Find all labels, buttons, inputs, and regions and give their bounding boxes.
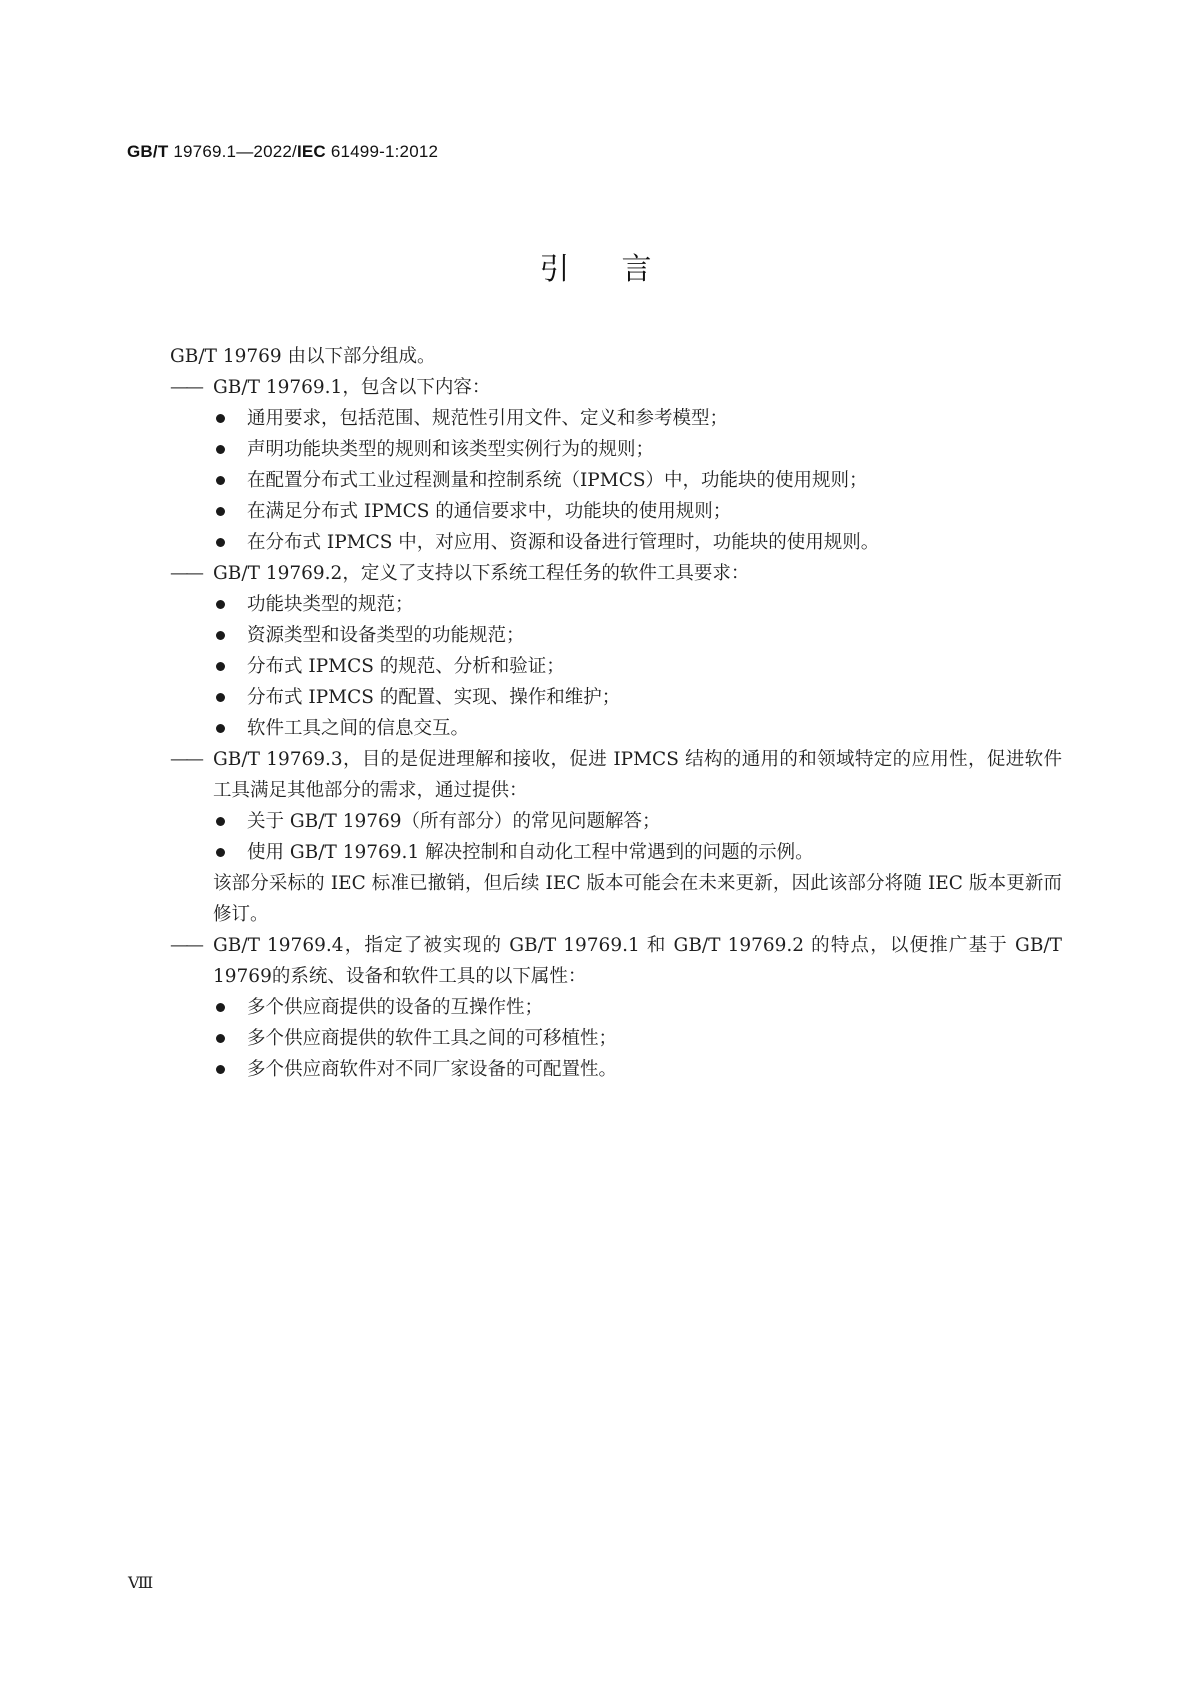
list-item-text: 多个供应商软件对不同厂家设备的可配置性。 — [247, 1059, 618, 1080]
list-item — [170, 589, 1062, 620]
bullet-icon — [216, 1034, 225, 1043]
dash-marker: —— — [170, 935, 201, 956]
bullet-icon — [216, 693, 225, 702]
bullet-icon — [216, 507, 225, 516]
list-item-text: 在分布式 IPMCS 中，对应用、资源和设备进行管理时，功能块的使用规则。 — [247, 532, 880, 553]
list-item — [170, 1023, 1062, 1054]
standard-prefix: GB/T — [127, 142, 169, 161]
bullet-icon — [216, 1003, 225, 1012]
dash-marker: —— — [170, 377, 201, 398]
bullet-icon — [216, 538, 225, 547]
iec-number: 61499-1:2012 — [330, 142, 439, 161]
list-item — [170, 651, 1062, 682]
list-item-text: 资源类型和设备类型的功能规范； — [247, 625, 525, 646]
list-item-text: 在配置分布式工业过程测量和控制系统（IPMCS）中，功能块的使用规则； — [247, 470, 868, 491]
part-1-text: GB/T 19769.1，包含以下内容： — [213, 377, 491, 398]
iec-prefix: IEC — [296, 142, 326, 161]
list-item-text: 声明功能块类型的规则和该类型实例行为的规则； — [247, 439, 655, 460]
intro-paragraph: GB/T 19769 由以下部分组成。 — [170, 346, 436, 367]
list-item — [170, 806, 1062, 837]
list-item — [170, 434, 1062, 465]
bullet-icon — [216, 600, 225, 609]
list-item — [170, 837, 1062, 868]
part-3-item — [170, 744, 1062, 806]
list-item-text: 功能块类型的规范； — [247, 594, 414, 615]
part-2-item — [170, 558, 1062, 589]
bullet-icon — [216, 662, 225, 671]
bullet-icon — [216, 817, 225, 826]
list-item-text: 关于 GB/T 19769（所有部分）的常见问题解答； — [247, 811, 661, 832]
list-item-text: 在满足分布式 IPMCS 的通信要求中，功能块的使用规则； — [247, 501, 732, 522]
list-item — [170, 682, 1062, 713]
page-title: 引言 — [539, 252, 704, 287]
part-3-text: GB/T 19769.3，目的是促进理解和接收，促进 IPMCS 结构的通用的和领域特定的应用性，促进软件工具满足其他部分的需求，通过提供： — [213, 749, 1062, 801]
bullet-icon — [216, 414, 225, 423]
part-2-text: GB/T 19769.2，定义了支持以下系统工程任务的软件工具要求： — [213, 563, 750, 584]
list-item-text: 分布式 IPMCS 的规范、分析和验证； — [247, 656, 565, 677]
bullet-icon — [216, 848, 225, 857]
page-number: Ⅷ — [128, 1573, 154, 1592]
bullet-icon — [216, 476, 225, 485]
list-item-text: 多个供应商提供的设备的互操作性； — [247, 997, 544, 1018]
list-item — [170, 620, 1062, 651]
list-item — [170, 465, 1062, 496]
list-item-text: 分布式 IPMCS 的配置、实现、操作和维护； — [247, 687, 621, 708]
list-item-text: 通用要求，包括范围、规范性引用文件、定义和参考模型； — [247, 408, 729, 429]
standard-header — [127, 142, 438, 162]
part-3-note: 该部分采标的 IEC 标准已撤销，但后续 IEC 版本可能会在未来更新，因此该部分将随 IEC 版本更新而修订。 — [213, 873, 1062, 925]
bullet-icon — [216, 631, 225, 640]
part-4-text: GB/T 19769.4，指定了被实现的 GB/T 19769.1 和 GB/T 19769.2 的特点，以便推广基于 GB/T 19769的系统、设备和软件工具的以下属性： — [213, 935, 1062, 987]
part-1-item — [170, 372, 1062, 403]
standard-number: 19769.1—2022/ — [173, 142, 297, 161]
list-item-text: 多个供应商提供的软件工具之间的可移植性； — [247, 1028, 618, 1049]
list-item — [170, 1054, 1062, 1085]
list-item — [170, 713, 1062, 744]
list-item — [170, 496, 1062, 527]
list-item — [170, 403, 1062, 434]
introduction-body — [170, 341, 1062, 1085]
list-item-text: 软件工具之间的信息交互。 — [247, 718, 470, 739]
dash-marker: —— — [170, 563, 201, 584]
bullet-icon — [216, 445, 225, 454]
list-item-text: 使用 GB/T 19769.1 解决控制和自动化工程中常遇到的问题的示例。 — [247, 842, 814, 863]
bullet-icon — [216, 724, 225, 733]
list-item — [170, 527, 1062, 558]
bullet-icon — [216, 1065, 225, 1074]
list-item — [170, 992, 1062, 1023]
part-4-item — [170, 930, 1062, 992]
dash-marker: —— — [170, 749, 201, 770]
